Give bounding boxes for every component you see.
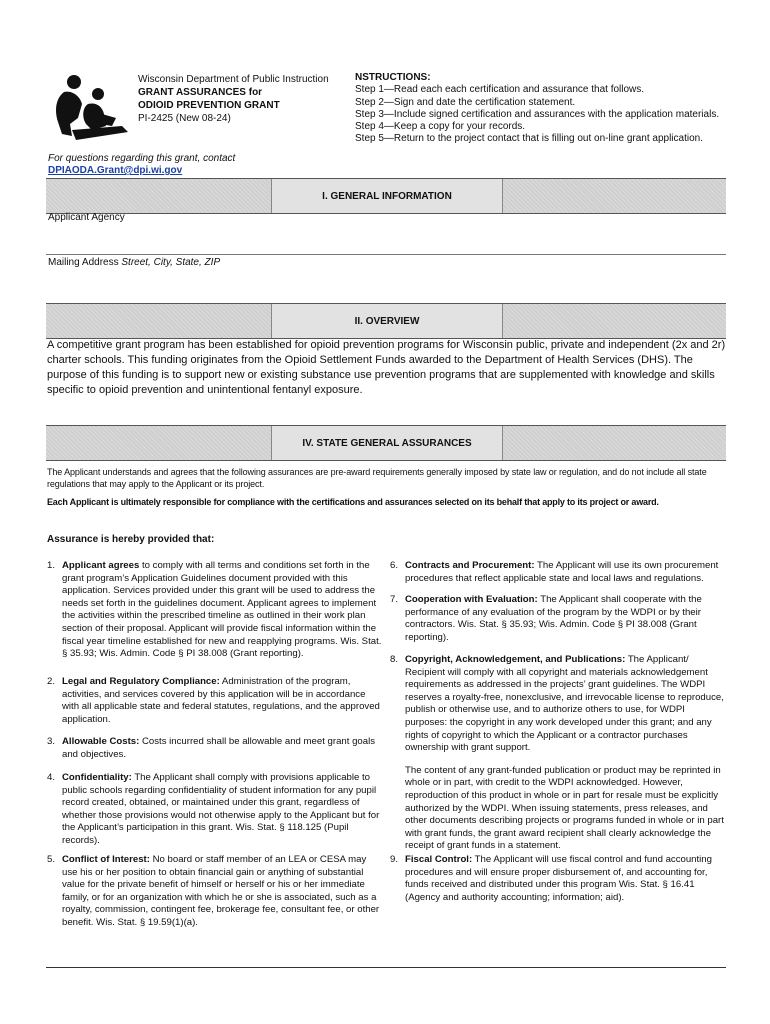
form-number: PI-2425 (New 08-24) <box>138 113 231 124</box>
assurance-item: 1. Applicant agrees to comply with all terms and conditions set forth in the grant program’s Application Guidelines document provided with this application. Services provided under this grant will be used to address the needs set forth in the guidelines document. Applicant agrees to implement the activities within the prescribed timeline as outlined in their work plan section of their proposal. Applicant will provide fiscal information within the fiscal year timeline established for new and reapplying programs. Wis. Stat. § 35.93; Wis. Admin. Code § PI 38.008 (Grant reporting). <box>47 560 382 660</box>
assurance-item-title: Allowable Costs: <box>62 736 140 747</box>
section-title-state: IV. STATE GENERAL ASSURANCES <box>271 426 503 460</box>
assurance-item: 8. Copyright, Acknowledgement, and Publications: The Applicant/ Recipient will comply with all copyright and materials acknowledgement requirements as addressed in the projects’ grant guidelines. The WDPI reserves a royalty-free, nonexclusive, and irrevocable license to reproduce, publish or otherwise use, and to authorize others to use, for WDPI purposes: the copyright in any work developed under this grant; and any rights of copyright to which the Applicant or a contractor purchases ownership with grant support. The content of any grant-funded publication or product may be reprinted in whole or in part, with credit to the WDPI acknowledged. However, reproduction of this product in whole or in part for resale must be explicitly authorized by the WDPI. When issuing statements, press releases, and other documents describing projects or programs funded in whole or in part with grant funds, the grant award recipient shall clearly acknowledge the receipt of grant funds in a statement. <box>390 654 726 853</box>
assurance-item-text: The Applicant shall cooperate with the performance of any evaluation of the program by the WDPI or by their contractors. Wis. Stat. § 35.93; Wis. Admin. Code § PI 38.008 (Grant reporting). <box>405 594 702 643</box>
assurance-item: 6. Contracts and Procurement: The Applicant will use its own procurement procedures that reflect applicable state and local laws and regulations. <box>390 560 719 584</box>
contact-info <box>48 153 235 177</box>
section-title-overview: II. OVERVIEW <box>271 304 503 338</box>
assurance-responsibility: Each Applicant is ultimately responsible for compliance with the certifications and assurances selected on its behalf that apply to its project or award. <box>47 497 659 507</box>
contact-text: For questions regarding this grant, contact <box>48 153 236 164</box>
assurance-item-title: Contracts and Procurement: <box>405 560 535 571</box>
assurance-item: 5. Conflict of Interest: No board or staff member of an LEA or CESA may use his or her position to obtain financial gain or anything of substantial value for the private benefit of himself or herself or his or her immediate family, or for an organization with which he or she is associated, such as a royalty, commission, contingent fee, brokerage fee, consultant fee, or other benefit. Wis. Stat. § 19.59(1)(a). <box>47 854 380 928</box>
section-band-state <box>46 425 726 461</box>
section-band-overview <box>46 303 726 339</box>
mailing-address-label <box>48 257 220 268</box>
instructions-title: NSTRUCTIONS: <box>355 72 431 83</box>
assurance-item: 9. Fiscal Control: The Applicant will use fiscal control and fund accounting procedures and will ensure proper disbursement of, and accounting for, funds received and distributed under this program Wis. Stat. § 16.41 (Agency and authority accounting; information; aid). <box>390 854 712 903</box>
assurance-heading: Assurance is hereby provided that: <box>47 534 215 545</box>
instruction-step: Step 4—Keep a copy for your records. <box>355 121 526 133</box>
assurance-item-title: Copyright, Acknowledgement, and Publications: <box>405 654 626 665</box>
assurance-item-text: The Applicant shall comply with provisions applicable to public schools regarding confidentiality of student information for any pupil record created, obtained, or maintained under this grant, regardless of whether those provisions would not otherwise apply to the Applicant but for the Applicant’s participation in this grant. Wis. Stat. § 118.125 (Pupil records). <box>62 772 380 846</box>
instruction-step: Step 2—Sign and date the certification statement. <box>355 96 576 108</box>
assurance-item-title: Legal and Regulatory Compliance: <box>62 676 220 687</box>
instruction-step: Step 3—Include signed certification and assurances with the application materials. <box>355 108 720 120</box>
form-title-line1: GRANT ASSURANCES for <box>138 87 263 98</box>
form-title-line2: ODIOID PREVENTION GRANT <box>138 100 280 111</box>
assurance-item: 3. Allowable Costs: Costs incurred shall be allowable and meet grant goals and objectives. <box>47 736 376 760</box>
assurance-item-title: Conflict of Interest: <box>62 854 150 865</box>
mailing-address-hint: Street, City, State, ZIP <box>121 257 221 268</box>
assurance-item-text: to comply with all terms and conditions set forth in the grant program’s Application Guidelines document provided with this application. Services provided under this grant will be used to address the needs set forth in the guidelines document. Applicant agrees to implement the activities within the prescribed timeline as outlined in their work plan section of their proposal. Applicant will provide fiscal information within the fiscal year timeline established for new and reapplying programs. Wis. Stat. § 35.93; Wis. Admin. Code § PI 38.008 (Grant reporting). <box>62 560 382 660</box>
assurance-item: 2. Legal and Regulatory Compliance: Administration of the program, activities, and services covered by this application will be in accordance with all applicable state and federal statutes, regulations, and the approved application. <box>47 676 380 725</box>
assurance-item-text: Administration of the program, activities, and services covered by this application will be in accordance with all applicable state and federal statutes, regulations, and the approved application. <box>62 676 380 725</box>
applicant-agency-label: Applicant Agency <box>48 212 125 223</box>
assurance-item-title: Confidentiality: <box>62 772 132 783</box>
form-header <box>138 73 329 125</box>
department-name: Wisconsin Department of Public Instruction <box>138 74 329 85</box>
assurance-item-text: The Applicant will use fiscal control and fund accounting procedures and will ensure proper disbursement of, and accounting for, funds received and distributed under this program Wis. Stat. § 16.41 (Agency and authority accounting; information; aid). <box>405 854 712 903</box>
overview-text: A competitive grant program has been established for opioid prevention programs for Wisconsin public, private and independent (2x and 2r) charter schools. This funding originates from the Opioid Settlement Funds awarded to the Department of Health Services (DHS). The purpose of this funding is to support new or existing substance use prevention programs that are supplemented with knowledge and skills specific to opioid prevention and unintentional fentanyl exposure. <box>47 339 726 396</box>
assurance-item-text: No board or staff member of an LEA or CESA may use his or her position to obtain financial gain or anything of substantial value for the private benefit of himself or herself or his or her immediate family, or for an organization with which he or she is associated, such as a royalty, commission, contingent fee, brokerage fee, consultant fee, or other benefit. Wis. Stat. § 19.59(1)(a). <box>62 854 380 928</box>
instructions <box>355 72 755 146</box>
assurance-item-title: Fiscal Control: <box>405 854 473 865</box>
dpi-logo-icon <box>52 74 132 142</box>
section-band-general <box>46 178 726 214</box>
assurance-item-text: Costs incurred shall be allowable and meet grant goals and objectives. <box>62 736 376 760</box>
assurance-item-extra: The content of any grant-funded publication or product may be reprinted in whole or in part, with credit to the WDPI acknowledged. However, reproduction of this product in whole or in part for resale must be explicitly authorized by the WDPI. When issuing statements, press releases, and other documents describing projects or programs funded in whole or in part with grant funds, the grant award recipient shall clearly acknowledge the receipt of grant funds in a statement. <box>405 764 724 852</box>
contact-email-link[interactable]: DPIAODA.Grant@dpi.wi.gov <box>48 165 183 176</box>
instruction-step: Step 1—Read each each certification and assurance that follows. <box>355 84 645 96</box>
footer-divider <box>46 967 726 968</box>
instruction-step: Step 5—Return to the project contact that is filling out on-line grant application. <box>355 133 703 145</box>
section-title-general: I. GENERAL INFORMATION <box>271 179 503 213</box>
applicant-agency-line[interactable] <box>46 254 726 255</box>
mailing-address-prefix: Mailing Address <box>48 257 119 268</box>
assurance-item-text: The Applicant will use its own procurement procedures that reflect applicable state and local laws and regulations. <box>405 560 719 584</box>
assurance-item: 7. Cooperation with Evaluation: The Applicant shall cooperate with the performance of any evaluation of the program by the WDPI or by their contractors. Wis. Stat. § 35.93; Wis. Admin. Code § PI 38.008 (Grant reporting). <box>390 594 702 643</box>
assurance-item: 4. Confidentiality: The Applicant shall comply with provisions applicable to public schools regarding confidentiality of student information for any pupil record created, obtained, or maintained under this grant, regardless of whether those provisions would not otherwise apply to the Applicant but for the Applicant’s participation in this grant. Wis. Stat. § 118.125 (Pupil records). <box>47 772 380 846</box>
assurance-intro: The Applicant understands and agrees that the following assurances are pre-award requirements generally imposed by state law or regulation, and do not include all state regulations that may apply to the Applicant or its project. <box>47 467 707 489</box>
assurance-item-title: Applicant agrees <box>62 560 140 571</box>
assurance-item-text: The Applicant/ Recipient will comply with all copyright and materials acknowledgement requirements as addressed in the projects’ grant guidelines. The WDPI reserves a royalty-free, nonexclusive, and irrevocable license to reproduce, publish or otherwise use, and to authorize others to use, for WDPI purposes: the copyright in any work developed under this grant; and any rights of copyright to which the Applicant or a contractor purchases ownership with grant support. <box>405 654 724 754</box>
assurance-item-title: Cooperation with Evaluation: <box>405 594 538 605</box>
